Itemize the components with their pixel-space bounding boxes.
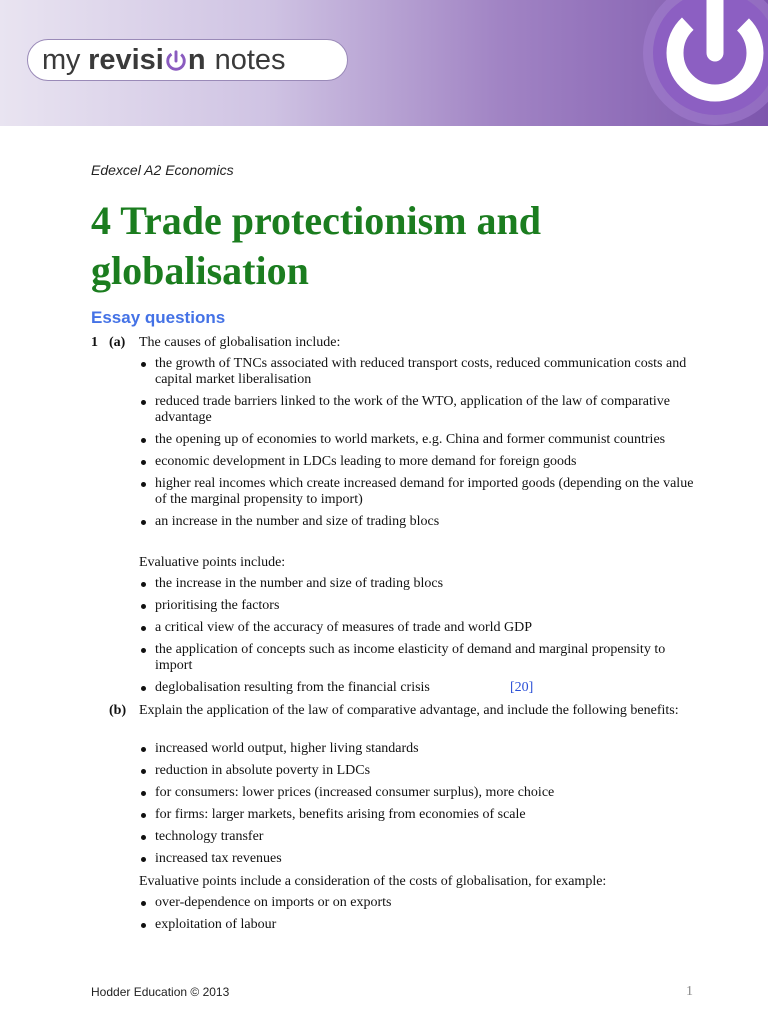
list-item: the increase in the number and size of trading blocs: [139, 576, 699, 592]
list-item: the opening up of economies to world markets, e.g. China and former communist countries: [139, 432, 699, 448]
list-item: a critical view of the accuracy of measures of trade and world GDP: [139, 620, 699, 636]
marks-label: [20]: [510, 680, 534, 695]
footer-publisher: Hodder Education © 2013: [91, 985, 230, 999]
evaluative-list: [139, 576, 699, 696]
list-item: increased tax revenues: [139, 851, 699, 867]
list-item: for firms: larger markets, benefits arising from economies of scale: [139, 807, 699, 823]
list-item: technology transfer: [139, 829, 699, 845]
logo-word-my: my: [42, 43, 81, 76]
my-revision-notes-logo: [27, 39, 348, 81]
list-item: higher real incomes which create increased demand for imported goods (depending on the value of the marginal propensity to import): [139, 476, 699, 508]
header-banner: [0, 0, 768, 126]
list-item: increased world output, higher living standards: [139, 741, 699, 757]
list-item: economic development in LDCs leading to more demand for foreign goods: [139, 454, 699, 470]
costs-intro: Evaluative points include a consideration of the costs of globalisation, for example:: [139, 874, 607, 889]
costs-list: [139, 895, 699, 933]
logo-word-notes: notes: [214, 43, 286, 76]
evaluative-intro: Evaluative points include:: [139, 555, 286, 570]
list-item-text: deglobalisation resulting from the financial crisis: [155, 680, 430, 695]
list-item: the application of concepts such as income elasticity of demand and marginal propensity to import: [139, 642, 699, 674]
page-number: 1: [686, 984, 693, 999]
logo-revision-part-1: revisi: [88, 43, 164, 76]
section-heading: Essay questions: [91, 308, 226, 327]
causes-list: [139, 356, 699, 530]
question-number: 1: [91, 335, 98, 350]
part-a-label: (a): [109, 335, 126, 350]
list-item: reduction in absolute poverty in LDCs: [139, 763, 699, 779]
list-item: prioritising the factors: [139, 598, 699, 614]
part-b-intro: Explain the application of the law of comparative advantage, and include the following benefits:: [139, 703, 679, 718]
benefits-list: [139, 741, 699, 867]
list-item: an increase in the number and size of trading blocs: [139, 514, 699, 530]
list-item: [139, 680, 699, 696]
logo-revision-part-2: n: [187, 43, 206, 76]
list-item: over-dependence on imports or on exports: [139, 895, 699, 911]
power-icon: [640, 0, 768, 126]
part-a-intro: The causes of globalisation include:: [139, 335, 341, 350]
part-b-label: (b): [109, 703, 127, 718]
logo-word-revision: [88, 44, 206, 77]
list-item: reduced trade barriers linked to the work of the WTO, application of the law of comparative advantage: [139, 394, 699, 426]
list-item: the growth of TNCs associated with reduced transport costs, reduced communication costs and capital market liberalisation: [139, 356, 699, 388]
subject-label: Edexcel A2 Economics: [91, 162, 234, 178]
chapter-title: 4 Trade protectionism and globalisation: [91, 198, 542, 293]
list-item: exploitation of labour: [139, 917, 699, 933]
power-icon: [165, 50, 187, 72]
list-item: for consumers: lower prices (increased consumer surplus), more choice: [139, 785, 699, 801]
